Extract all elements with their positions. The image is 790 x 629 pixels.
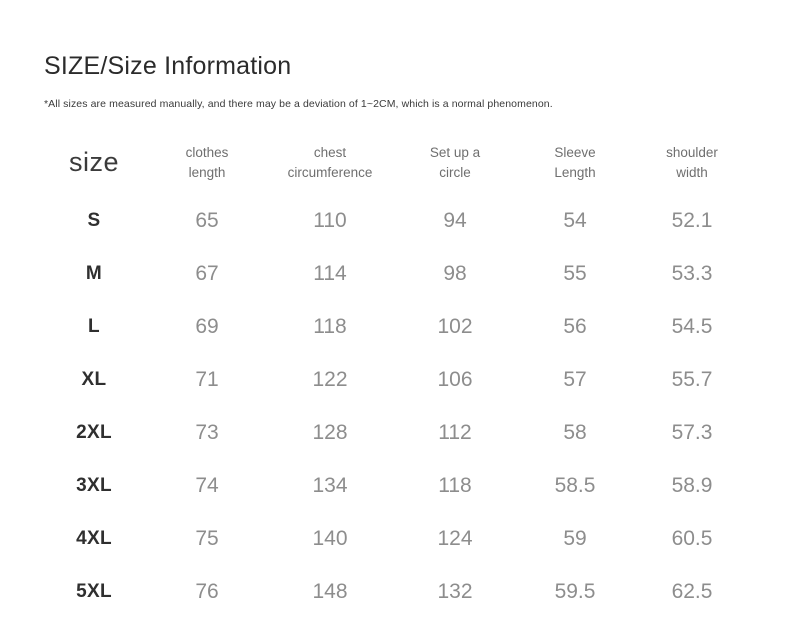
cell-chest-circumference: 118 <box>313 314 347 338</box>
cell-sleeve-length: 55 <box>563 261 587 285</box>
cell-chest-circumference: 122 <box>312 367 348 391</box>
cell-chest-circumference: 148 <box>312 579 348 603</box>
cell-chest-circumference: 140 <box>312 526 348 550</box>
table-header <box>40 132 750 194</box>
cell-sleeve-length: 56 <box>563 314 587 338</box>
cell-sleeve-length: 58 <box>563 420 587 444</box>
header-line-1: chest <box>313 145 347 161</box>
cell-set-up-a-circle: 106 <box>437 367 473 391</box>
column-header-size: size <box>68 147 119 178</box>
cell-set-up-a-circle: 124 <box>437 526 473 550</box>
size-table <box>40 132 750 618</box>
cell-sleeve-length: 57 <box>563 367 587 391</box>
header-line-1: Sleeve <box>554 145 596 161</box>
cell-shoulder-width: 60.5 <box>671 526 713 550</box>
cell-shoulder-width: 58.9 <box>671 473 713 497</box>
cell-size: S <box>87 209 101 231</box>
header-line-2: circle <box>439 165 471 180</box>
cell-shoulder-width: 62.5 <box>671 579 713 603</box>
cell-shoulder-width: 57.3 <box>671 420 713 444</box>
table-row <box>40 512 750 565</box>
cell-clothes-length: 71 <box>195 367 219 391</box>
cell-size: M <box>85 262 103 284</box>
header-line-2: length <box>188 165 226 180</box>
header-line-2: circumference <box>287 165 373 180</box>
cell-clothes-length: 74 <box>195 473 219 497</box>
cell-chest-circumference: 134 <box>312 473 348 497</box>
header-line-1: shoulder <box>666 145 718 161</box>
column-header-sleeve-length <box>516 132 634 194</box>
table-row <box>40 565 750 618</box>
cell-sleeve-length: 59 <box>563 526 587 550</box>
cell-clothes-length: 76 <box>195 579 219 603</box>
cell-clothes-length: 69 <box>195 314 219 338</box>
cell-set-up-a-circle: 94 <box>443 208 467 232</box>
header-line-1: clothes <box>185 145 229 161</box>
column-header-shoulder-width <box>634 132 750 194</box>
cell-size: 2XL <box>76 421 112 443</box>
cell-clothes-length: 67 <box>195 261 219 285</box>
watermark-text <box>44 28 244 54</box>
table-row <box>40 300 750 353</box>
header-line-2: Length <box>554 165 596 180</box>
column-header-chest-circumference <box>266 132 394 194</box>
table-header-row <box>40 132 750 194</box>
cell-chest-circumference: 114 <box>313 261 347 285</box>
cell-size: 4XL <box>76 527 112 549</box>
table-row <box>40 353 750 406</box>
cell-clothes-length: 75 <box>195 526 219 550</box>
cell-size: 3XL <box>76 474 112 496</box>
cell-shoulder-width: 52.1 <box>671 208 713 232</box>
table-row <box>40 247 750 300</box>
column-header-clothes-length <box>148 132 266 194</box>
cell-size: 5XL <box>76 580 112 602</box>
cell-chest-circumference: 110 <box>313 208 347 232</box>
measurement-disclaimer: *All sizes are measured manually, and there may be a deviation of 1~2CM, which is a normal phenomenon. <box>44 98 553 110</box>
cell-size: XL <box>81 368 107 390</box>
column-header-set-up-a-circle <box>394 132 516 194</box>
page-title: SIZE/Size Information <box>44 52 292 80</box>
table-row <box>40 459 750 512</box>
cell-set-up-a-circle: 118 <box>438 473 472 497</box>
header-line-1: Set up a <box>429 145 481 161</box>
cell-set-up-a-circle: 112 <box>438 420 472 444</box>
cell-set-up-a-circle: 132 <box>437 579 473 603</box>
cell-clothes-length: 73 <box>195 420 219 444</box>
header-line-2: width <box>676 165 708 180</box>
cell-shoulder-width: 53.3 <box>671 261 713 285</box>
cell-sleeve-length: 58.5 <box>554 473 596 497</box>
cell-chest-circumference: 128 <box>312 420 348 444</box>
cell-shoulder-width: 54.5 <box>671 314 713 338</box>
cell-sleeve-length: 59.5 <box>554 579 596 603</box>
table-body <box>40 194 750 618</box>
cell-clothes-length: 65 <box>195 208 219 232</box>
table-row <box>40 194 750 247</box>
cell-sleeve-length: 54 <box>563 208 587 232</box>
cell-size: L <box>88 315 100 337</box>
table-row <box>40 406 750 459</box>
cell-shoulder-width: 55.7 <box>671 367 713 391</box>
cell-set-up-a-circle: 102 <box>437 314 473 338</box>
cell-set-up-a-circle: 98 <box>443 261 467 285</box>
